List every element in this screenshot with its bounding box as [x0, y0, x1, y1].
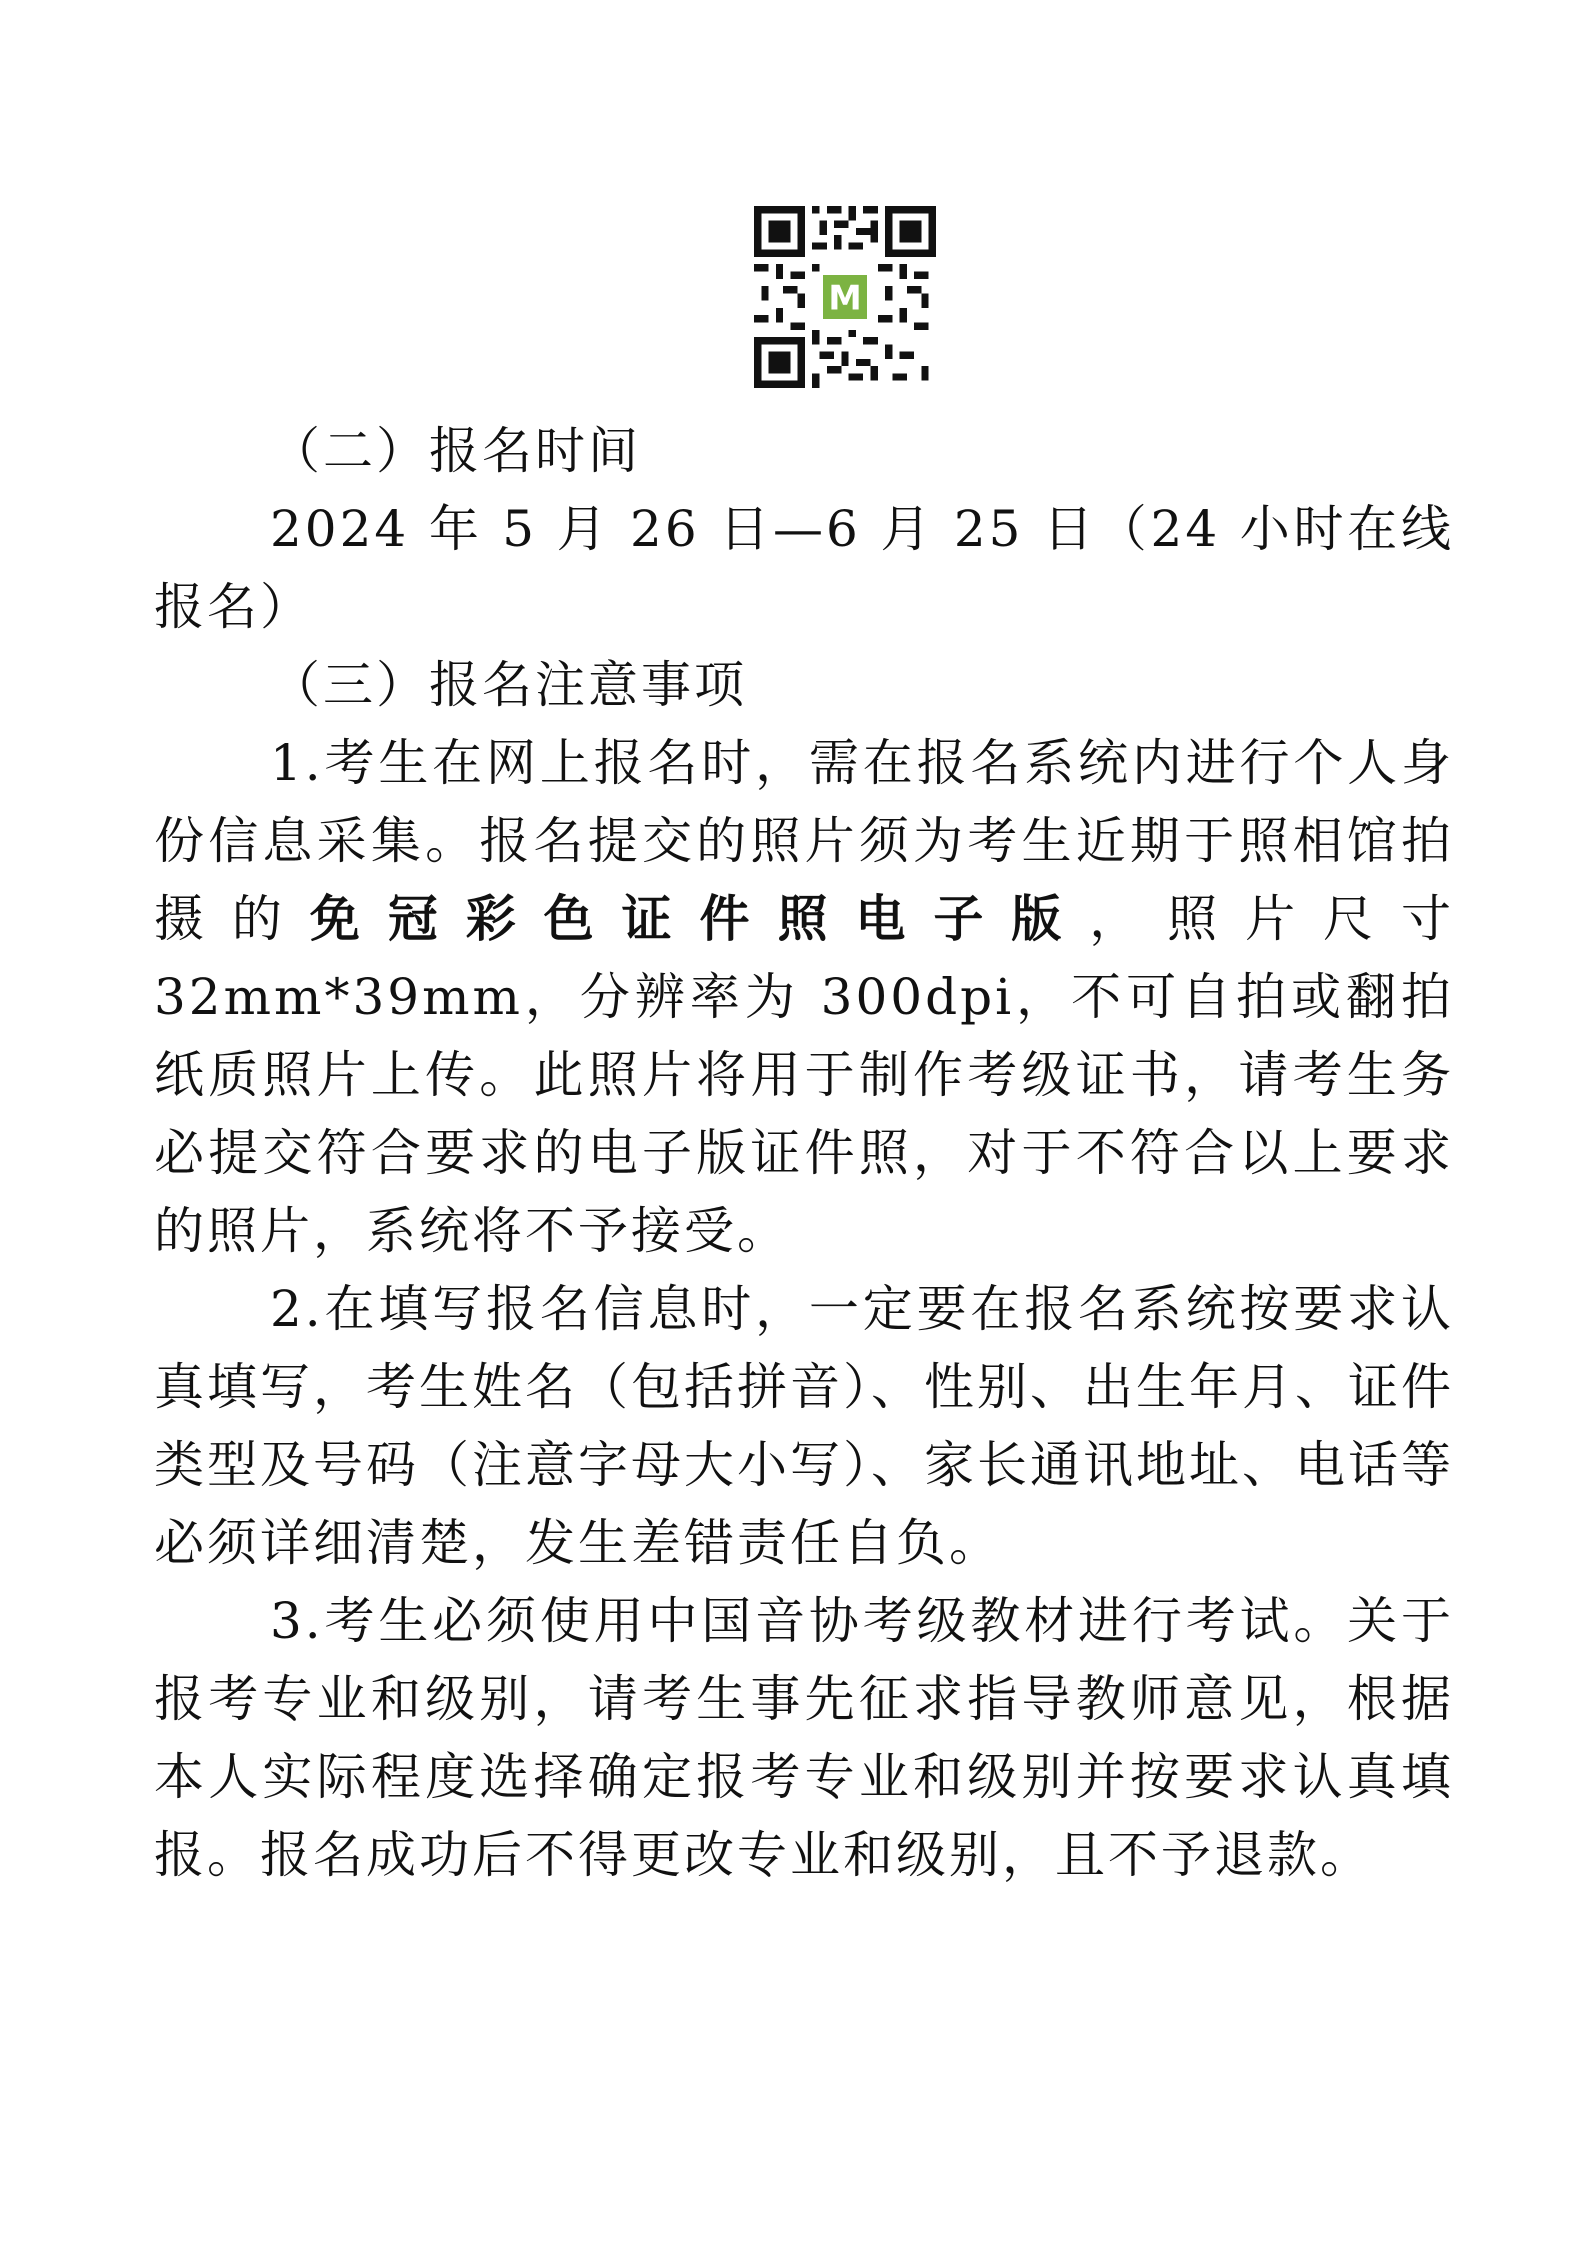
note1-bold-text: 免冠彩色证件照电子版: [309, 890, 1090, 948]
qr-code-icon: [754, 206, 936, 388]
note-paragraph-3: 3.考生必须使用中国音协考级教材进行考试。关于报考专业和级别，请考生事先征求指导教师意见，根据本人实际程度选择确定报考专业和级别并按要求认真填报。报名成功后不得更改专业和级别，且不予退款。: [154, 1592, 1454, 1884]
note-paragraph-2: 2.在填写报名信息时，一定要在报名系统按要求认真填写，考生姓名（包括拼音）、性别、出生年月、证件类型及号码（注意字母大小写）、家长通讯地址、电话等必须详细清楚，发生差错责任自负。: [154, 1280, 1454, 1572]
document-body: [154, 412, 1454, 1894]
qr-logo-text: M: [828, 278, 862, 318]
note1-text-part2: ，照片尺寸 32mm*39mm，分辨率为 300dpi，不可自拍或翻拍纸质照片上传。此照片将用于制作考级证书，请考生务必提交符合要求的电子版证件照，对于不符合以上要求的照片，系统将不予接受。: [154, 890, 1454, 1260]
note1-text-part1: 1.考生在网上报名时，需在报名系统内进行个人身份信息采集。报名提交的照片须为考生近期于照相馆拍摄的: [154, 734, 1454, 948]
section-heading-time: （二）报名时间: [270, 422, 641, 480]
note-paragraph-1: [154, 724, 1454, 1270]
section-heading-notes: （三）报名注意事项: [270, 656, 747, 714]
registration-time-text: 2024 年 5 月 26 日—6 月 25 日（24 小时在线报名）: [154, 500, 1454, 636]
qr-code-graphic: [754, 206, 936, 388]
